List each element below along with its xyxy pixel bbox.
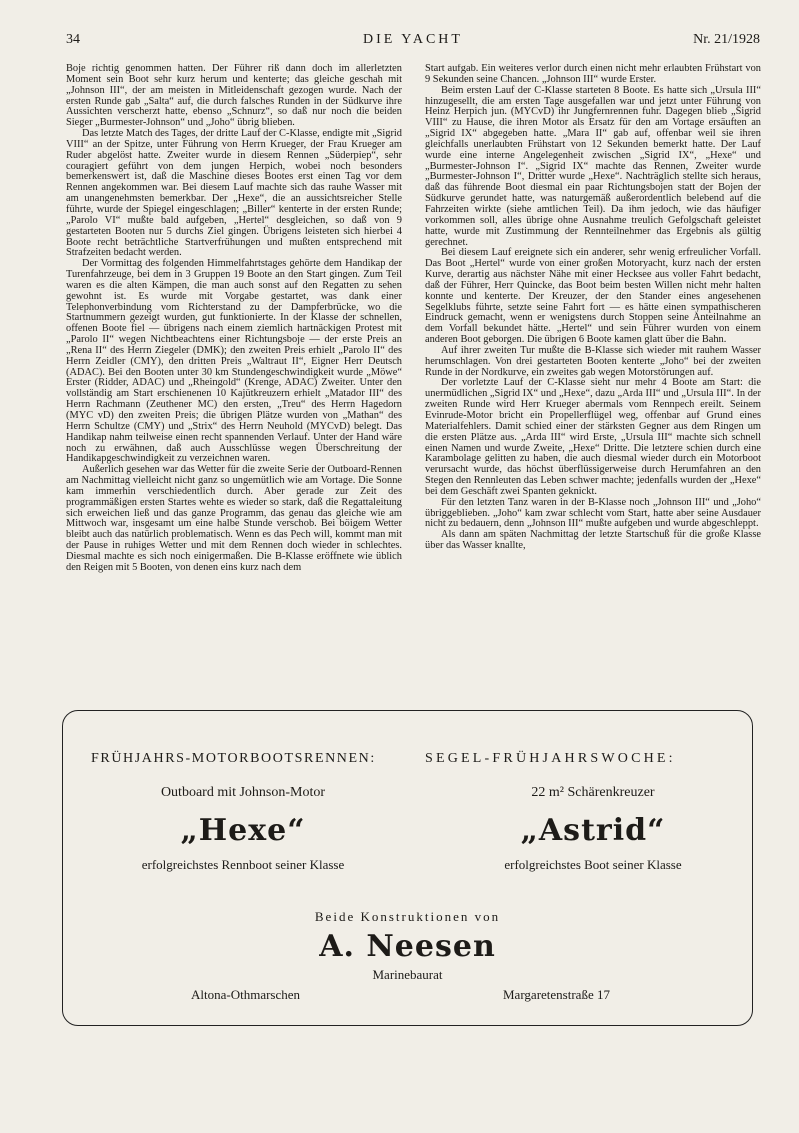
advertisement-box <box>62 710 753 1026</box>
paragraph: Der vorletzte Lauf der C-Klasse sieht nur mehr 4 Boote am Start: die unermüdlichen „Sigrid IX“ und „Hexe“, dazu „Arda III“ und „Ursula III“. In der zweiten Runde wird Herr Krueger abermals vom Rennpech ereilt. Seinem Evinrude-Motor bricht ein Propellerflügel weg, offenbar auf Grund eines Materialfehlers. Damit schied einer der stärksten Gegner aus dem Ringen um die ersten Plätze aus. „Arda III“ wird Erste, „Ursula III“ machte sich schnell einen Namen und wurde Zweite, „Hexe“ Dritte. Die letztere schien durch eine Karambolage gelitten zu haben, die auch diesmal wieder durch ein Motorboot verursacht wurde, das höchst überflüssigerweise durch Herumfahren an den Stegen den Rennleuten das Leben schwer machte; jedenfalls wurden der „Hexe“ bei dem Geschäft zwei Spanten geknickt. <box>425 377 761 497</box>
page-number: 34 <box>66 32 80 47</box>
ad-street: Margaretenstraße 17 <box>503 987 610 1002</box>
ad-right-heading: SEGEL-FRÜHJAHRSWOCHE: <box>425 751 676 766</box>
ad-maker-name: A. Neesen <box>319 929 496 964</box>
ad-left-description: erfolgreichstes Rennboot seiner Klasse <box>141 857 345 872</box>
paragraph: Außerlich gesehen war das Wetter für die zweite Serie der Outboard-Rennen am Nachmittag vielleicht nicht ganz so ungemütlich wie am Vortage. Die Sonne kam immerhin verschiedentlich durch. Aber gerade zur Zeit des programmäßigen ersten Startes wehte es wieder so stark, daß die Regattaleitung sich erweichen ließ und das ganze Programm, das genau das gleiche wie am Mittwoch war, insgesamt um eine halbe Stunde verschob. Bei böigem Wetter bleibt auch das natürlich problematisch. Wenn es das Pech will, kommt man mit der Pause in ruhiges Wetter und mit dem Rennen doch wieder in schlechtes. Diesmal machte es sich noch einigermaßen. Die B-Klasse eröffnete wie üblich den Reigen mit 5 Booten, von denen eins kurz nach dem <box>66 464 402 573</box>
paragraph: Start aufgab. Ein weiteres verlor durch einen nicht mehr erlaubten Frühstart von 9 Sekunden seine Chancen. „Johnson III“ wurde Erster. <box>425 64 761 85</box>
ad-left-heading: FRÜHJAHRS-MOTORBOOTSRENNEN: <box>91 751 376 766</box>
paragraph: Das letzte Match des Tages, der dritte Lauf der C-Klasse, endigte mit „Sigrid VIII“ an der Spitze, unter Führung von Herrn Krueger, der Frau Krueger am Ruder abgelöst hatte. Zweiter wurde in diesem Rennen „Süderpiep“, sehr couragiert geführt von dem jungen Herpich, wobei noch besonders bemerkenswert ist, daß die Maschine dieses Bootes erst einen Tag vor dem Rennen angekommen war. Bei diesem Lauf machte sich das rauhe Wasser mit am unangenehmsten bemerkbar. Der „Hexe“, die an aussichtsreicher Stelle führte, wurde der Spiegel eingeschlagen; „Biller“ kenterte in der ersten Runde; „Parolo VI“ mußte bald aufgeben, „Hertel“ desgleichen, so daß von 9 gestarteten Booten nur 5 durchs Ziel gingen. Übrigens leisteten sich hierbei 4 Boote recht beträchtliche Startverfrühungen und mußten entsprechend mit Strafzeiten bedacht werden. <box>66 128 402 259</box>
paragraph: Der Vormittag des folgenden Himmelfahrtstages gehörte dem Handikap der Turenfahrzeuge, bei dem in 3 Gruppen 19 Boote an den Start gingen. Zum Teil waren es die alten Kämpen, die man auch sonst auf den Regatten zu sehen gewohnt ist. Es wurde mit Vorgabe gestartet, was dank einer Telephonverbindung vom Richterstand zu der Dampferbrücke, wo die Startnummern gezeigt wurden, gut funktionierte. In der Klasse der schnellen, offenen Boote fiel — übrigens nach einem ziemlich hartnäckigen Protest mit „Parolo II“ wegen Nichtbeachtens einer Richtungsboje — der erste Preis an „Rena II“ des Herrn Ziegeler (DMK); den zweiten Preis erhielt „Parolo II“ des Herrn Zeidler (CMY), den dritten Preis „Waltraut II“, Eigner Herr Deutsch (ADAC). Bei den Booten unter 30 km Stundengeschwindigkeit wurde „Möwe“ Erster (Ridder, ADAC) und „Rheingold“ (Krenge, ADAC) Zweiter. Unter den vollständig am Start erschienenen 10 Kajütkreuzern erhielt „Matador III“ des Herrn Rachmann (Zeuthener MC) den ersten, „Treu“ des Herrn Hagedorn (MYC vD) den zweiten Preis; die übrigen Plätze wurden von „Mathan“ des Herrn Schultze (CMY) und „Strix“ des Herrn Neuhold (MYCvD) belegt. Das Handikap nahm teilweise einen recht spannenden Verlauf. Unter der Hand wäre noch zu erwähnen, daß auch Ausschlüsse wegen Überschreitung der Handikapgeschwindigkeit zu verzeichnen waren. <box>66 258 402 465</box>
ad-left-subtitle: Outboard mit Johnson-Motor <box>160 785 326 800</box>
ad-left-boat-name: „Hexe“ <box>180 813 306 848</box>
ad-city: Altona-Othmarschen <box>191 987 301 1002</box>
page-header <box>66 32 760 52</box>
paragraph: Als dann am späten Nachmittag der letzte Startschuß für die große Klasse über das Wasser knallte, <box>425 529 761 552</box>
journal-title: DIE YACHT <box>363 32 463 47</box>
paragraph: Für den letzten Tanz waren in der B-Klasse noch „Johnson III“ und „Joho“ übriggeblieben. „Joho“ kam zwar schlecht vom Start, hatte aber seine Ausdauer nicht zu bedauern, denn „Johnson III“ mußte aufgeben und wurde abgeschleppt. <box>425 496 761 530</box>
paragraph: Boje richtig genommen hatten. Der Führer riß dann doch im allerletzten Moment sein Boot sehr kurz herum und kenterte; das gleiche geschah mit „Johnson III“, der am meisten in Mitleidenschaft gezogen wurde. Nach der ersten Runde gab „Salta“ auf, die durch falsches Runden in der Südkurve ihre Aussichten verscherzt hatte, ebenso „Schnurz“, so daß nur noch die beiden Sieger „Burmester-Johnson“ und „Joho“ übrig blieben. <box>66 64 402 129</box>
right-column <box>425 64 761 696</box>
paragraph: Bei diesem Lauf ereignete sich ein anderer, sehr wenig erfreulicher Vorfall. Das Boot „Hertel“ wurde von einer großen Motoryacht, kurz nach der ersten Kurve, derartig aus nächster Nähe mit einer Hecksee aus voller Fahrt bedacht, daß der Führer, Herr Quincke, das Boot beim besten Willen nicht mehr halten konnte und kenterte. Der Kreuzer, der den Stander eines angesehenen Segelklubs führte, setzte seine Fahrt fort — es hätte einen sympathischeren Eindruck gemacht, wenn er wenigstens durch Stoppen seine Anteilnahme an dem Vorfall bekundet hätte. „Hertel“ und sein Führer wurden von einem anderen Boot geborgen. Die übrigen 6 Boote kamen glatt über die Bahn. <box>425 247 761 346</box>
ad-right-description: erfolgreichstes Boot seiner Klasse <box>504 857 682 872</box>
left-column <box>66 64 402 696</box>
paragraph: Beim ersten Lauf der C-Klasse starteten 8 Boote. Es hatte sich „Ursula III“ hinzugesellt, die am ersten Tage ausgefallen war und jetzt unter Führung von Heinz Herpich jun. (MYCvD) ihr Jungfernrennen fuhr. Dagegen blieb „Sigrid VIII“ zu Hause, die ihren Motor als Ersatz für den am Vortage ersäuften an „Sigrid IX“ abgegeben hatte. „Mara II“ gab auf, offenbar weil sie ihren gleichfalls unerlaubten Frühstart von 12 Sekunden bemerkt hatte. Der Lauf wurde eine interne Angelegenheit zwischen „Sigrid IX“, „Hexe“ und „Burmester-Johnson I“. „Sigrid IX“ machte das Rennen, Zweiter wurde „Burmester-Johnson I“, Dritter wurde „Hexe“. Nachträglich stellte sich heraus, daß das führende Boot diesmal ein paar Richtungsbojen statt der Bojen der Südkurve gerundet hatte, was naturgemäß außerordentlich belebend auf die Fahrzeiten wirkte (siehe amtlichen Teil). Da ihm jedoch, wie das häufiger vorkommen soll, alles übrige ohne Ausnahme treulich Gefolgschaft geleistet hatte, wurde mit Zustimmung der Rennteilnehmer das Ergebnis als gültig gerechnet. <box>425 84 761 248</box>
ad-right-boat-name: „Astrid“ <box>520 813 666 848</box>
ad-right-subtitle: 22 m² Schärenkreuzer <box>531 785 655 800</box>
ad-maker-title: Marinebaurat <box>372 967 443 982</box>
ad-constructions-line: Beide Konstruktionen von <box>314 909 501 924</box>
issue-number: Nr. 21/1928 <box>693 32 760 47</box>
paragraph: Auf ihrer zweiten Tur mußte die B-Klasse sich wieder mit rauhem Wasser herumschlagen. Von drei gestarteten Booten kenterte „Joho“ bei der zweiten Runde in der Nordkurve, ein zweites gab wegen Motorstörungen auf. <box>425 344 761 378</box>
